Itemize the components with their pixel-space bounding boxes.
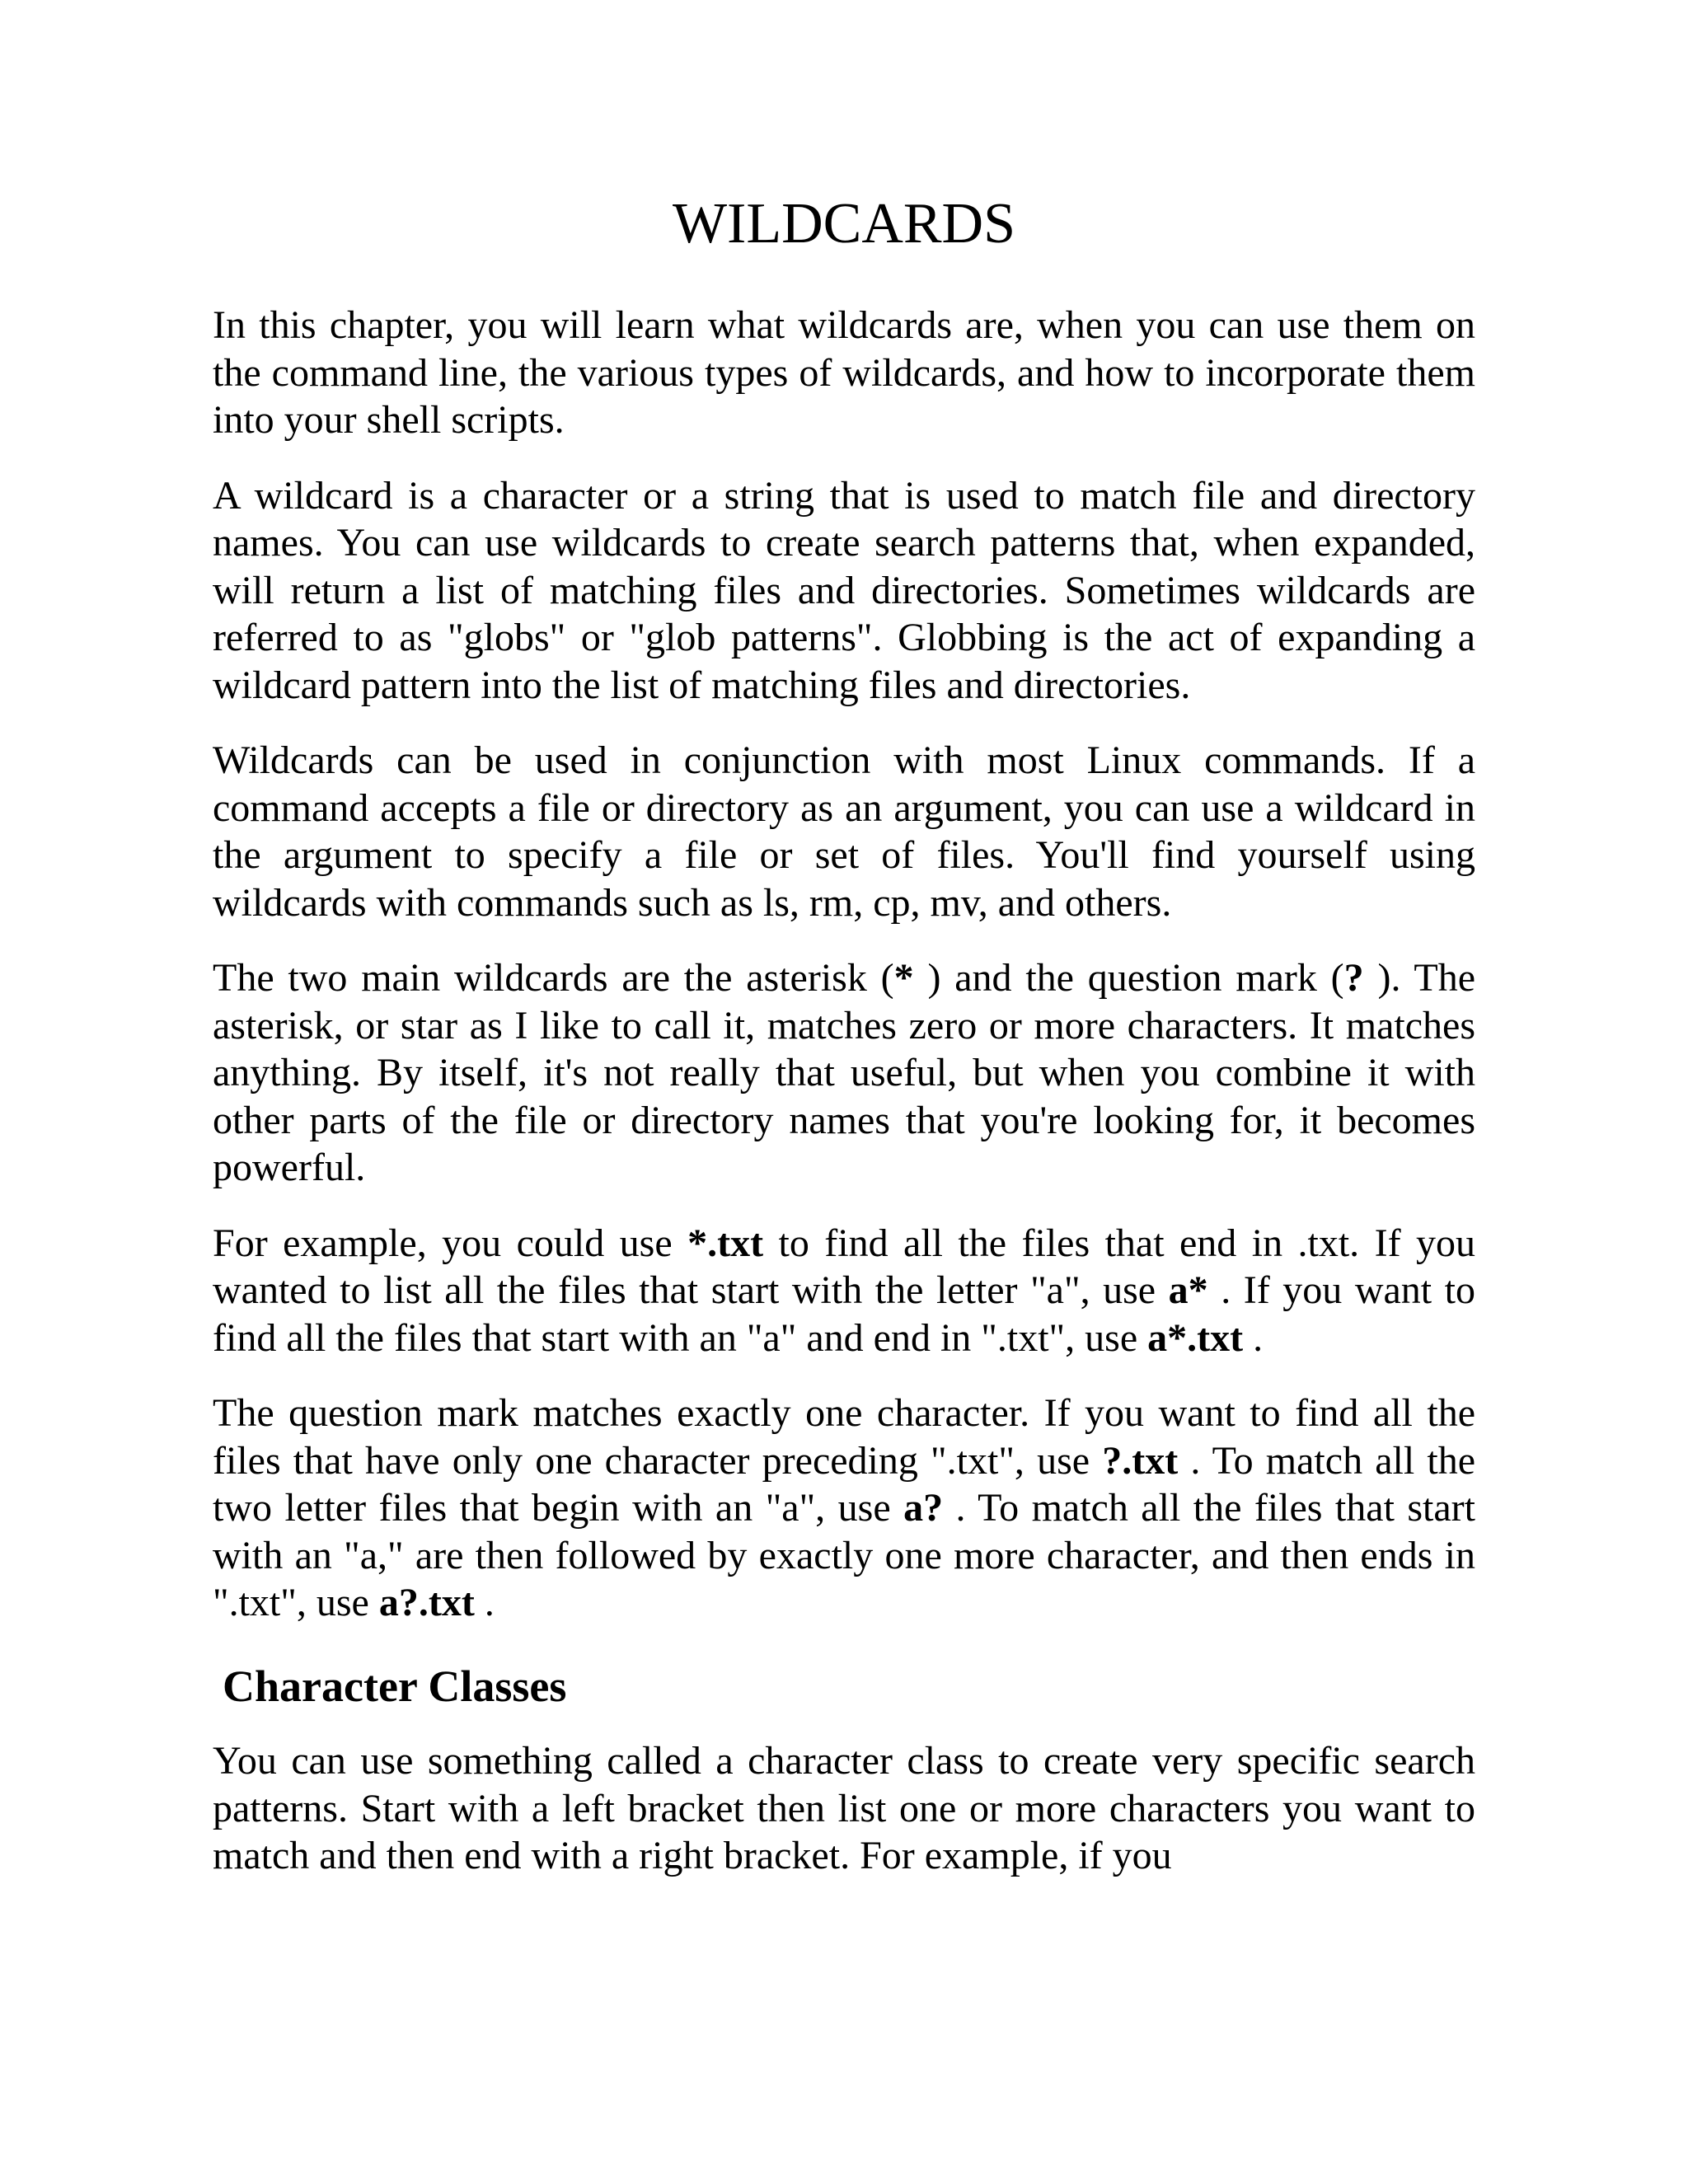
paragraph	[213, 737, 1475, 926]
paragraph	[213, 302, 1475, 444]
paragraph	[213, 1220, 1475, 1362]
text-run: You can use something called a character class to create very specific search patterns. Start with a left bracket then list one or more characters you want to match and then end with a right bracket. For example, if you	[213, 1739, 1475, 1878]
text-run: ) and the question mark (	[913, 956, 1344, 1000]
bold-text: *.txt	[687, 1221, 764, 1265]
text-run: The two main wildcards are the asterisk (	[213, 956, 894, 1000]
document-page	[213, 190, 1475, 1908]
paragraph	[213, 1390, 1475, 1627]
character-classes-section	[213, 1737, 1475, 1880]
text-run: In this chapter, you will learn what wildcards are, when you can use them on the command line, the various types of wildcards, and how to incorporate them into your shell scripts.	[213, 303, 1475, 442]
section-heading: Character Classes	[223, 1661, 567, 1711]
text-run: . To match all the two letter files that begin with an "a", use	[213, 1438, 1476, 1530]
bold-text: ?	[1343, 956, 1364, 1000]
paragraph	[213, 954, 1475, 1192]
bold-text: *	[893, 956, 914, 1000]
page-title: WILDCARDS	[672, 192, 1016, 255]
text-run: to find all the files that end in .txt. If you wanted to list all the files that start with the letter "a", use	[213, 1221, 1476, 1312]
text-run: For example, you could use	[213, 1221, 688, 1265]
text-run: A wildcard is a character or a string that is used to match file and directory names. You can use wildcards to create search patterns that, when expanded, will return a list of matching files and directories. Sometimes wildcards are referred to as "globs" or "glob patterns". Globbing is the act of expanding a wildcard pattern into the list of matching files and directories.	[213, 473, 1475, 707]
text-run: The question mark matches exactly one character. If you want to find all the files that have only one character preceding ".txt", use	[213, 1391, 1475, 1483]
paragraph	[213, 1737, 1475, 1880]
text-run: . If you want to find all the files that start with an "a" and end in ".txt", use	[213, 1268, 1476, 1360]
text-run: .	[474, 1581, 495, 1624]
bold-text: ?.txt	[1102, 1438, 1179, 1483]
text-run: . To match all the files that start with an "a," are then followed by exactly one more character, and then ends in ".txt", use	[213, 1486, 1475, 1624]
intro-section	[213, 302, 1475, 1627]
text-run: ). The asterisk, or star as I like to call it, matches zero or more characters. It matches anything. By itself, it's not really that useful, but when you combine it with other parts of the file or directory names that you're looking for, it becomes powerful.	[213, 956, 1475, 1189]
bold-text: a?	[903, 1486, 944, 1530]
text-run: Wildcards can be used in conjunction with most Linux commands. If a command accepts a file or directory as an argument, you can use a wildcard in the argument to specify a file or set of files. You'll find yourself using wildcards with commands such as ls, rm, cp, mv, and others.	[213, 738, 1475, 925]
bold-text: a*.txt	[1147, 1315, 1244, 1360]
bold-text: a?.txt	[378, 1581, 475, 1624]
bold-text: a*	[1168, 1268, 1208, 1312]
paragraph	[213, 472, 1475, 710]
text-run: .	[1243, 1315, 1264, 1360]
